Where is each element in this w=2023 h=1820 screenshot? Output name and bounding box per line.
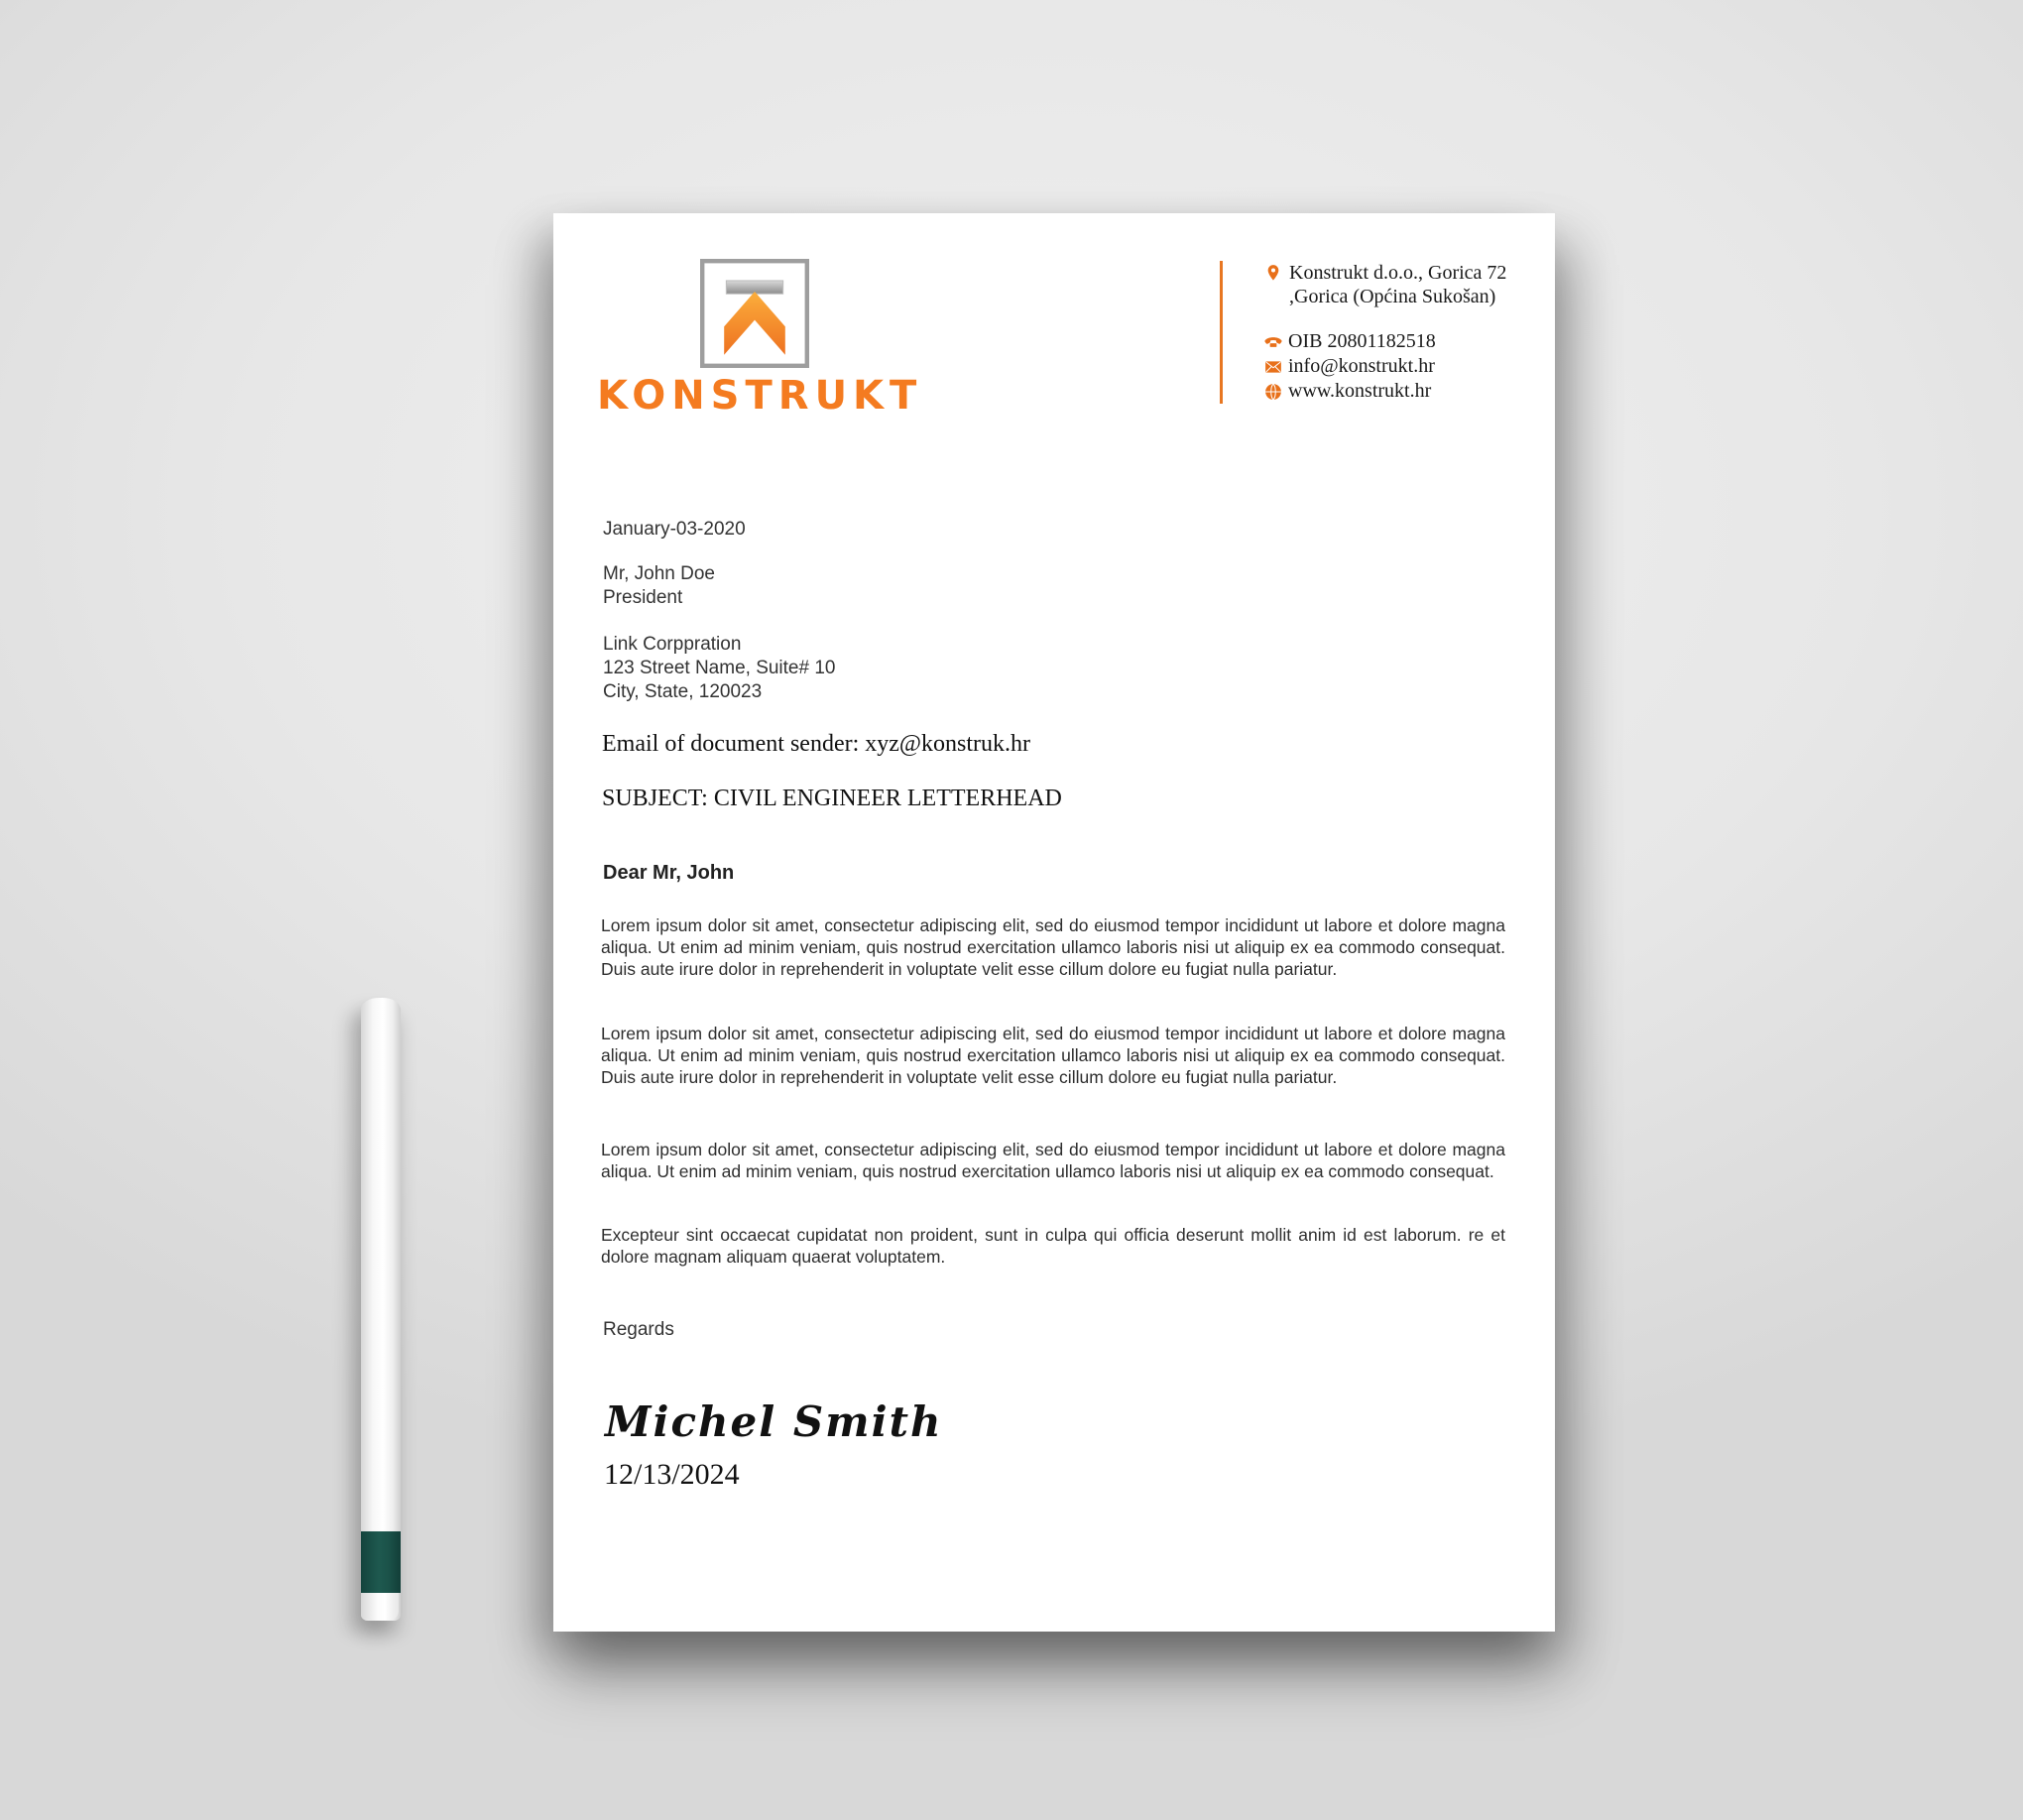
pen [361, 998, 401, 1621]
body-paragraph-4: Excepteur sint occaecat cupidatat non proident, sunt in culpa qui officia deserunt mollit anim id est laborum. re et dolore magnam aliquam quaerat voluptatem. [601, 1225, 1505, 1267]
sender-email-line: Email of document sender: xyz@konstruk.hr [602, 731, 1030, 757]
address-row [1264, 261, 1562, 308]
globe-icon [1264, 383, 1281, 400]
company-name-line: Link Corppration [603, 634, 742, 655]
header-contact-block [1220, 261, 1562, 404]
body-paragraph-3: Lorem ipsum dolor sit amet, consectetur adipiscing elit, sed do eiusmod tempor incididunt ut labore et dolore magna aliqua. Ut enim ad minim veniam, quis nostrud exercitation ullamco laboris nisi ut aliquip ex ea commodo consequat. [601, 1140, 1505, 1181]
signature: Michel Smith [605, 1397, 943, 1446]
location-pin-icon [1264, 264, 1282, 282]
email-row [1264, 354, 1562, 379]
email-text: info@konstrukt.hr [1288, 355, 1435, 377]
pen-tip [363, 1593, 399, 1621]
recipient-block [603, 562, 715, 610]
signature-date: 12/13/2024 [604, 1458, 740, 1491]
recipient-name: Mr, John Doe [603, 563, 715, 584]
phone-text: OIB 20801182518 [1288, 330, 1436, 352]
recipient-title: President [603, 587, 683, 608]
subject-line: SUBJECT: CIVIL ENGINEER LETTERHEAD [602, 786, 1062, 811]
salutation: Dear Mr, John [603, 862, 735, 884]
company-block [603, 633, 835, 704]
body-paragraph-1: Lorem ipsum dolor sit amet, consectetur adipiscing elit, sed do eiusmod tempor incididunt ut labore et dolore magna aliqua. Ut enim ad minim veniam, quis nostrud exercitation ullamco laboris nisi ut aliquip ex ea commodo consequat. Duis aute irure dolor in reprehenderit in voluptate velit esse cillum dolore eu fugiat nulla pariatur. [601, 915, 1505, 979]
email-icon [1264, 358, 1281, 375]
letter-date: January-03-2020 [603, 519, 746, 540]
phone-row [1264, 329, 1562, 354]
letterhead-paper [553, 213, 1555, 1632]
website-row [1264, 379, 1562, 404]
company-address1: 123 Street Name, Suite# 10 [603, 658, 836, 678]
roof-chevron-icon [699, 259, 810, 368]
website-text: www.konstrukt.hr [1288, 380, 1432, 402]
company-name: KONSTRUKT [597, 373, 923, 419]
company-address2: City, State, 120023 [603, 681, 763, 702]
phone-icon [1264, 333, 1281, 350]
company-logo [699, 259, 810, 368]
address-text: Konstrukt d.o.o., Gorica 72 ,Gorica (Općina Sukošan) [1289, 262, 1507, 307]
body-paragraph-2: Lorem ipsum dolor sit amet, consectetur adipiscing elit, sed do eiusmod tempor incididunt ut labore et dolore magna aliqua. Ut enim ad minim veniam, quis nostrud exercitation ullamco laboris nisi ut aliquip ex ea commodo consequat. Duis aute irure dolor in reprehenderit in voluptate velit esse cillum dolore eu fugiat nulla pariatur. [601, 1024, 1505, 1087]
closing: Regards [603, 1319, 674, 1340]
pen-band [361, 1531, 401, 1593]
